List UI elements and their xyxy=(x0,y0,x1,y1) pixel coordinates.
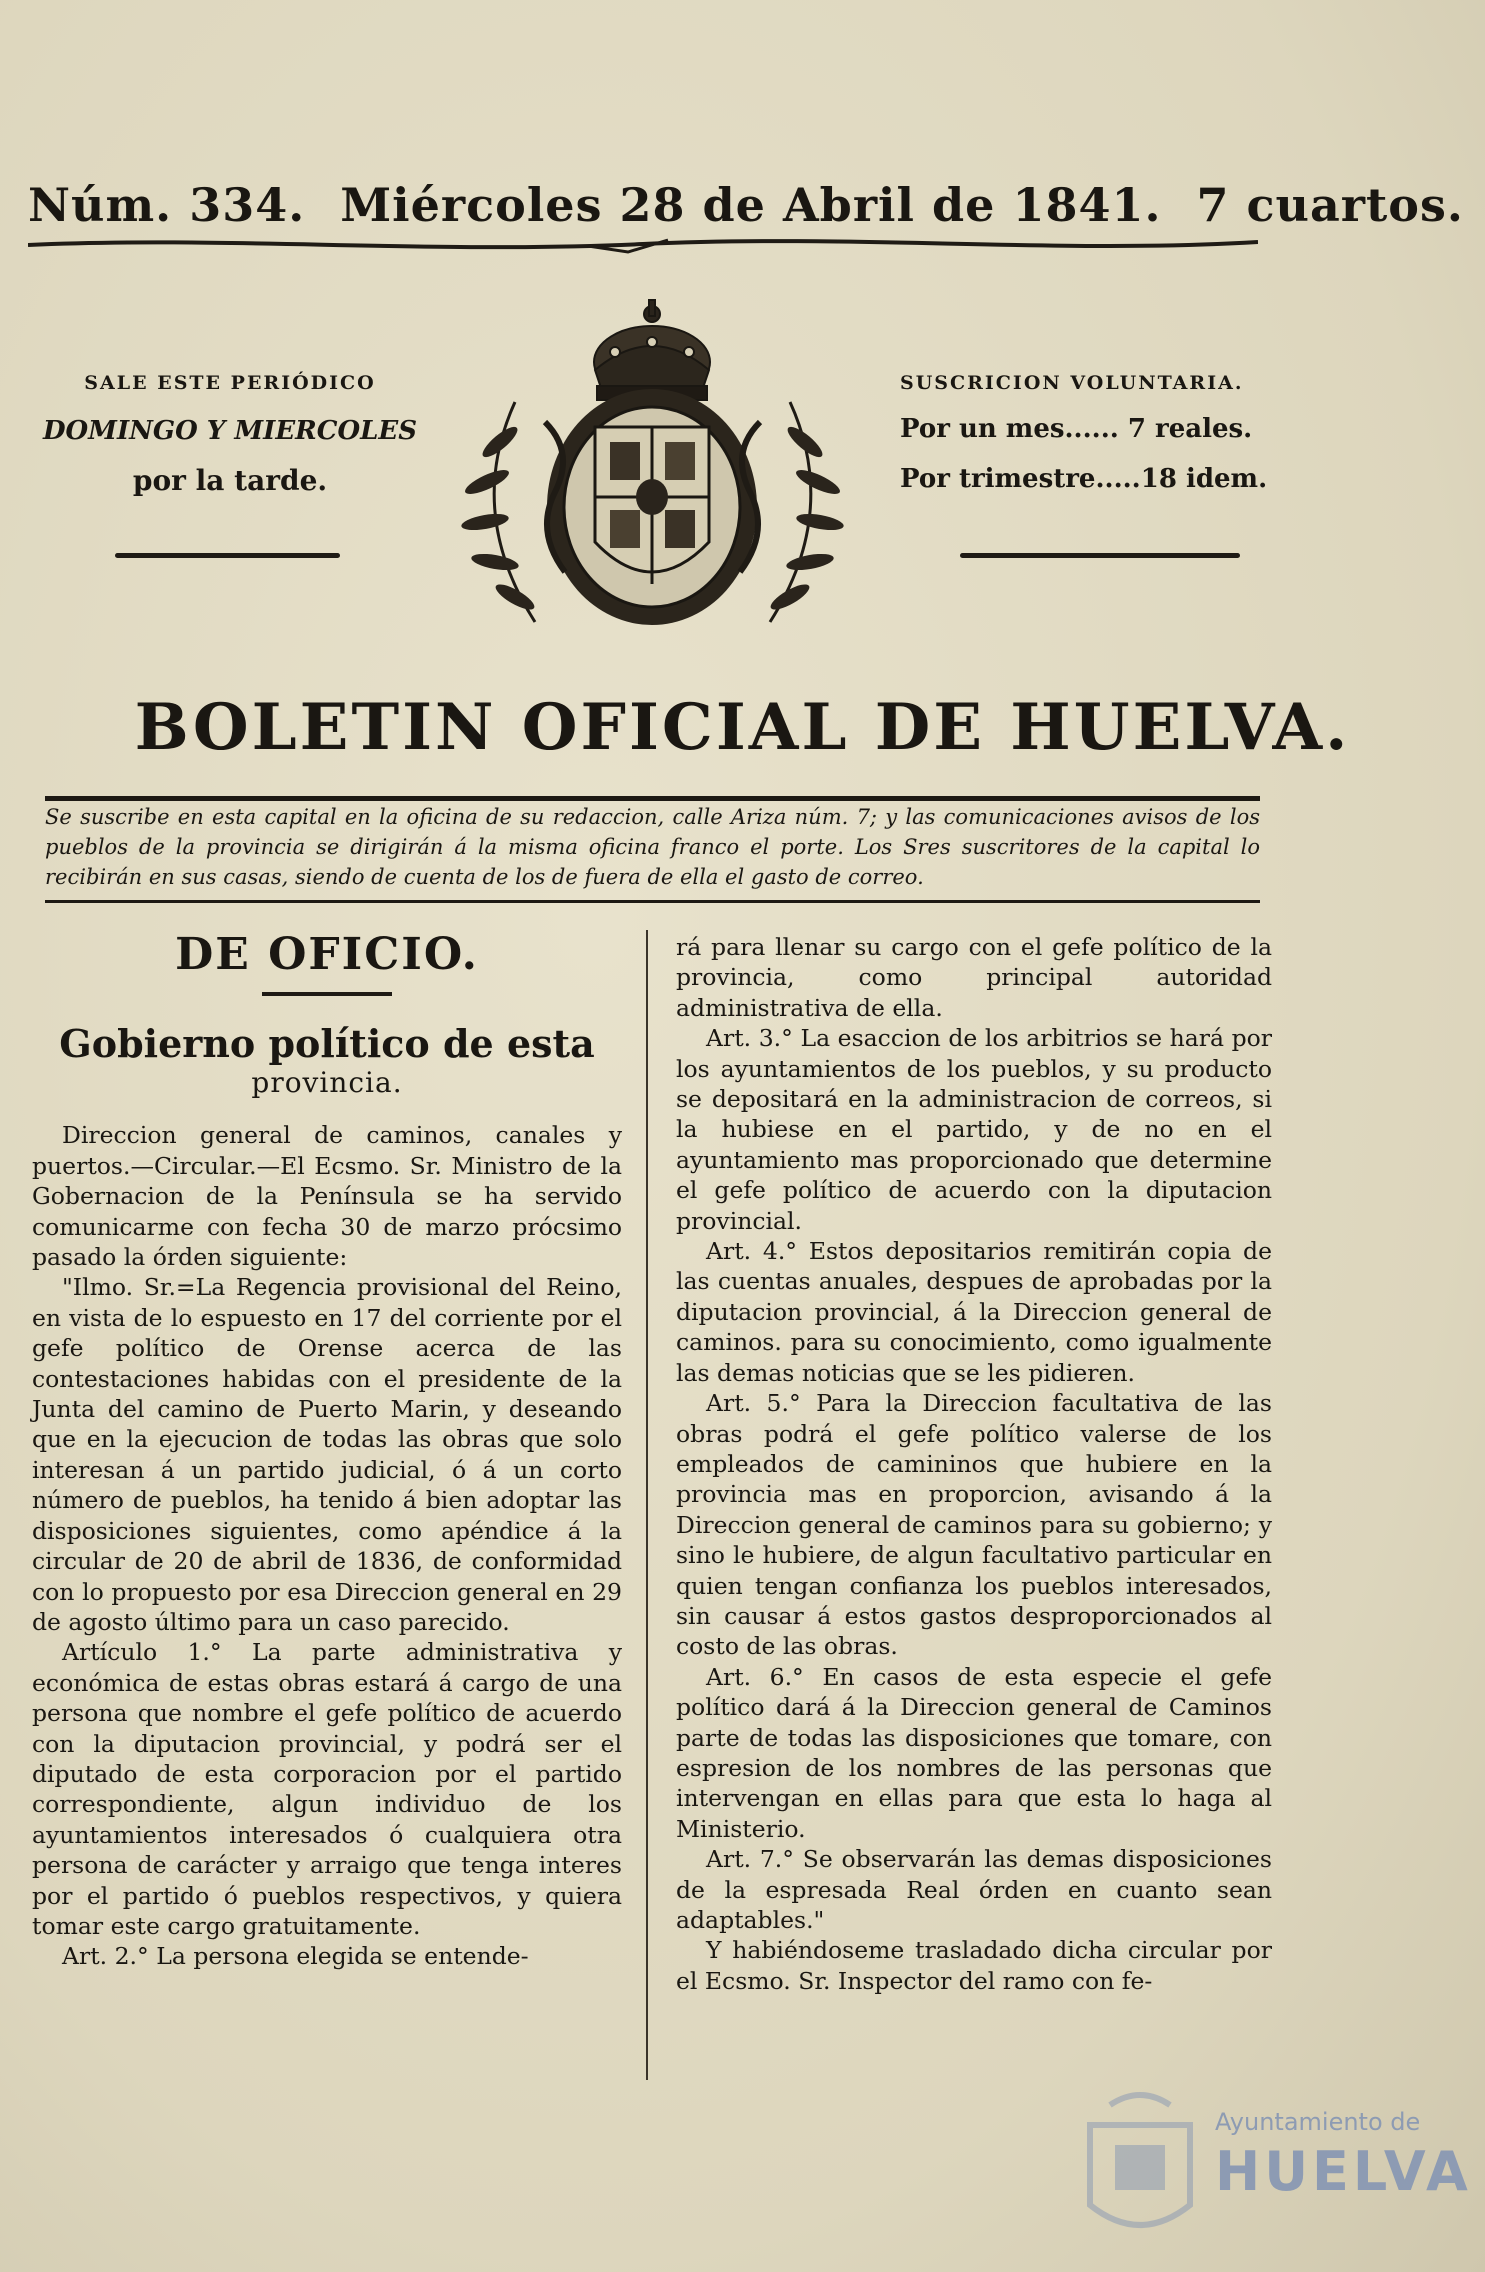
notice-top-rule xyxy=(45,796,1260,801)
section-title: DE OFICIO. xyxy=(175,929,479,980)
schedule-days: DOMINGO Y MIERCOLES xyxy=(42,416,417,446)
article-paragraph: "Ilmo. Sr.=La Regencia provisional del Reino, en vista de lo espuesto en 17 del corriente por el gefe político de Orense acerca de las contestaciones habidas con el presidente de la Junta del camino de Puerto Marin, y deseando que en la ejecucion de todas las obras que solo interesan á un partido judicial, ó á un corto número de pueblos, ha tenido á bien adoptar las disposiciones siguientes, como apéndice á la circular de 20 de abril de 1836, de conformidad con lo propuesto por esa Direccion general en 29 de agosto último para un caso parecido. xyxy=(32,1273,622,1636)
article-paragraph: Art. 3.° La esaccion de los arbitrios se hará por los ayuntamientos de los pueblos, y su producto se depositará en la administracion de correos, si la hubiese en el partido, y de no en el ayuntamiento mas proporcionado que determine el gefe político de acuerdo con la diputacion provincial. xyxy=(676,1024,1272,1235)
article-paragraph: Direccion general de caminos, canales y puertos.—Circular.—El Ecsmo. Sr. Ministro de la Gobernacion de la Península se ha servido comunicarme con fecha 30 de marzo prócsimo pasado la órden siguiente: xyxy=(32,1121,622,1272)
schedule-time: por la tarde. xyxy=(132,464,328,497)
left-info-rule xyxy=(115,553,340,558)
newspaper-title: BOLETIN OFICIAL DE HUELVA. xyxy=(134,690,1351,765)
notice-bottom-rule xyxy=(45,900,1260,903)
section-rule xyxy=(262,992,392,996)
gov-subheading: provincia. xyxy=(251,1066,403,1100)
watermark-line2: HUELVA xyxy=(1215,2140,1472,2203)
quarterly-price: Por trimestre.....18 idem. xyxy=(900,464,1268,494)
schedule-line1: SALE ESTE PERIÓDICO xyxy=(84,372,376,394)
article-paragraph: Y habiéndoseme trasladado dicha circular por el Ecsmo. Sr. Inspector del ramo con fe- xyxy=(676,1936,1272,1995)
article-paragraph: Art. 5.° Para la Direccion facultativa de las obras podrá el gefe político valerse de los empleados de camininos que hubiere en la provincia mas en proporcion, avisando á la Direccion general de caminos para su gobierno; y sino le hubiere, de algun facultativo particular en quien tengan confianza los pueblos interesados, sin causar á estos gastos desproporcionados al costo de las obras. xyxy=(676,1389,1272,1661)
article-paragraph: Art. 7.° Se observarán las demas disposiciones de la espresada Real órden en cuanto sean adaptables." xyxy=(676,1845,1272,1934)
publication-schedule xyxy=(30,372,430,497)
subscription-notice: Se suscribe en esta capital en la oficina de su redaccion, calle Ariza núm. 7; y las comunicaciones avisos de los pueblos de la provincia se dirigirán á la misma oficina franco el porte. Los Sres suscritores de la capital lo recibirán en sus casas, siendo de cuenta de los de fuera de ella el gasto de correo. xyxy=(45,805,1260,889)
left-column xyxy=(32,929,622,1972)
issue-date: Miércoles 28 de Abril de 1841. xyxy=(340,178,1162,232)
watermark-line1: Ayuntamiento de xyxy=(1215,2108,1421,2136)
article-continuation: rá para llenar su cargo con el gefe político de la provincia, como principal autoridad administrativa de ella. xyxy=(676,933,1272,1022)
issue-price: 7 cuartos. xyxy=(1196,178,1464,232)
header-ornamental-rule xyxy=(28,232,1258,258)
issue-header xyxy=(28,178,1464,232)
column-divider xyxy=(646,930,648,2080)
monthly-price: Por un mes...... 7 reales. xyxy=(900,414,1253,444)
article-paragraph: Art. 2.° La persona elegida se entende- xyxy=(62,1942,529,1971)
subscription-prices xyxy=(900,372,1270,494)
subscription-heading: SUSCRICION VOLUNTARIA. xyxy=(900,372,1244,394)
article-paragraph: Art. 6.° En casos de esta especie el gefe político dará á la Direccion general de Caminos parte de todas las disposiciones que tomare, con espresion de los nombres de las personas que intervengan en ellas para que esta lo haga al Ministerio. xyxy=(676,1662,1272,1843)
article-paragraph: Art. 4.° Estos depositarios remitirán copia de las cuentas anuales, despues de aprobadas por la diputacion provincial, á la Direccion general de caminos. para su conocimiento, como igualmente las demas noticias que se les pidieren. xyxy=(676,1237,1272,1387)
right-column xyxy=(676,932,1272,1996)
article-paragraph: Artículo 1.° La parte administrativa y económica de estas obras estará á cargo de una persona que nombre el gefe político de acuerdo con la diputacion provincial, y podrá ser el diputado de esta corporacion por el partido correspondiente, algun individuo de los ayuntamientos interesados ó cualquiera otra persona de carácter y arraigo que tenga interes por el partido ó pueblos respectivos, y quiera tomar este cargo gratuitamente. xyxy=(32,1638,622,1940)
royal-crest-icon xyxy=(425,292,880,652)
right-info-rule xyxy=(960,553,1240,558)
issue-number: Núm. 334. xyxy=(28,178,306,232)
gov-heading: Gobierno político de esta xyxy=(59,1021,595,1067)
